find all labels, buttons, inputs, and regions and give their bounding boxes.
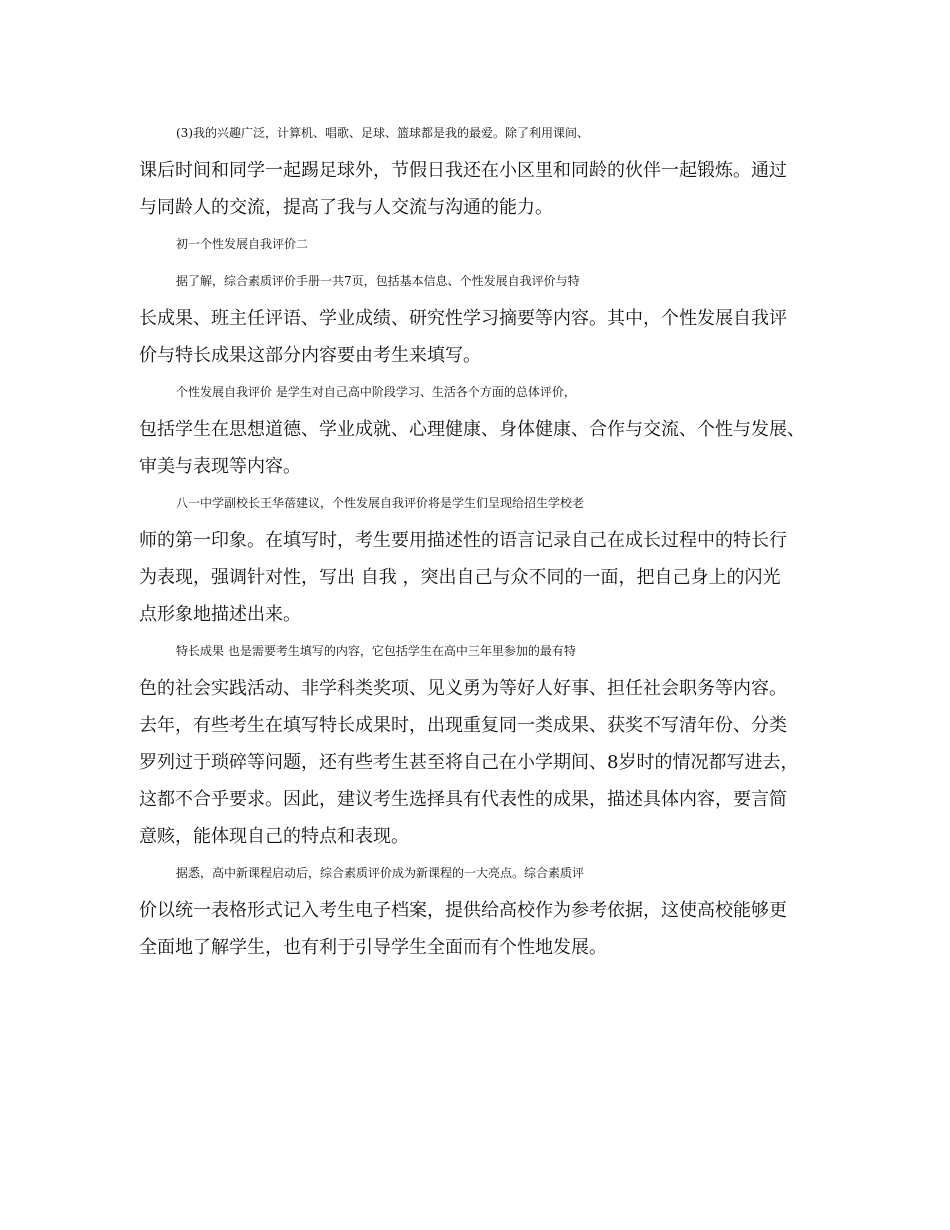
text-line: 价以统一表格形式记入考生电子档案，提供给高校作为参考依据，这使高校能够更 xyxy=(139,900,787,921)
text-line: 去年，有些考生在填写特长成果时，出现重复同一类成果、获奖不写清年份、分类 xyxy=(139,715,787,736)
text-line: 罗列过于琐碎等问题，还有些考生甚至将自己在小学期间、8岁时的情况都写进去， xyxy=(139,752,799,773)
text-line: 色的社会实践活动、非学科类奖项、见义勇为等好人好事、担任社会职务等内容。 xyxy=(139,678,787,699)
text-line: 据悉，高中新课程启动后，综合素质评价成为新课程的一大亮点。综合素质评 xyxy=(176,866,585,880)
text-line: 为表现，强调针对性，写出 自我 ，突出自己与众不同的一面，把自己身上的闪光 xyxy=(139,567,781,588)
text-line: 据了解，综合素质评价手册一共7页，包括基本信息、个性发展自我评价与特 xyxy=(176,274,580,288)
text-line: 包括学生在思想道德、学业成就、心理健康、身体健康、合作与交流、个性与发展、 xyxy=(139,419,805,440)
text-line: 价与特长成果这部分内容要由考生来填写。 xyxy=(139,345,481,366)
text-line: 八一中学副校长王华蓓建议，个性发展自我评价将是学生们呈现给招生学校老 xyxy=(176,496,585,510)
text-line: 与同龄人的交流，提高了我与人交流与沟通的能力。 xyxy=(139,197,553,218)
text-line: 长成果、班主任评语、学业成绩、研究性学习摘要等内容。其中，个性发展自我评 xyxy=(139,308,787,329)
text-line: 这都不合乎要求。因此，建议考生选择具有代表性的成果，描述具体内容，要言简 xyxy=(139,789,787,810)
text-line: 全面地了解学生，也有利于引导学生全面而有个性地发展。 xyxy=(139,937,607,958)
text-line: 课后时间和同学一起踢足球外，节假日我还在小区里和同龄的伙伴一起锻炼。通过 xyxy=(139,160,787,181)
text-line: 审美与表现等内容。 xyxy=(139,456,301,477)
text-line: 师的第一印象。在填写时，考生要用描述性的语言记录自己在成长过程中的特长行 xyxy=(139,530,787,551)
text-line: 意赅，能体现自己的特点和表现。 xyxy=(139,826,409,847)
text-line: 点形象地描述出来。 xyxy=(139,604,301,625)
text-line: 个性发展自我评价 是学生对自己高中阶段学习、生活各个方面的总体评价， xyxy=(176,385,576,399)
text-line: (3)我的兴趣广泛，计算机、唱歌、足球、篮球都是我的最爱。除了利用课间、 xyxy=(176,126,590,140)
document-body xyxy=(139,115,829,966)
text-line: 初一个性发展自我评价二 xyxy=(176,237,309,251)
text-line: 特长成果 也是需要考生填写的内容，它包括学生在高中三年里参加的最有特 xyxy=(176,644,576,658)
